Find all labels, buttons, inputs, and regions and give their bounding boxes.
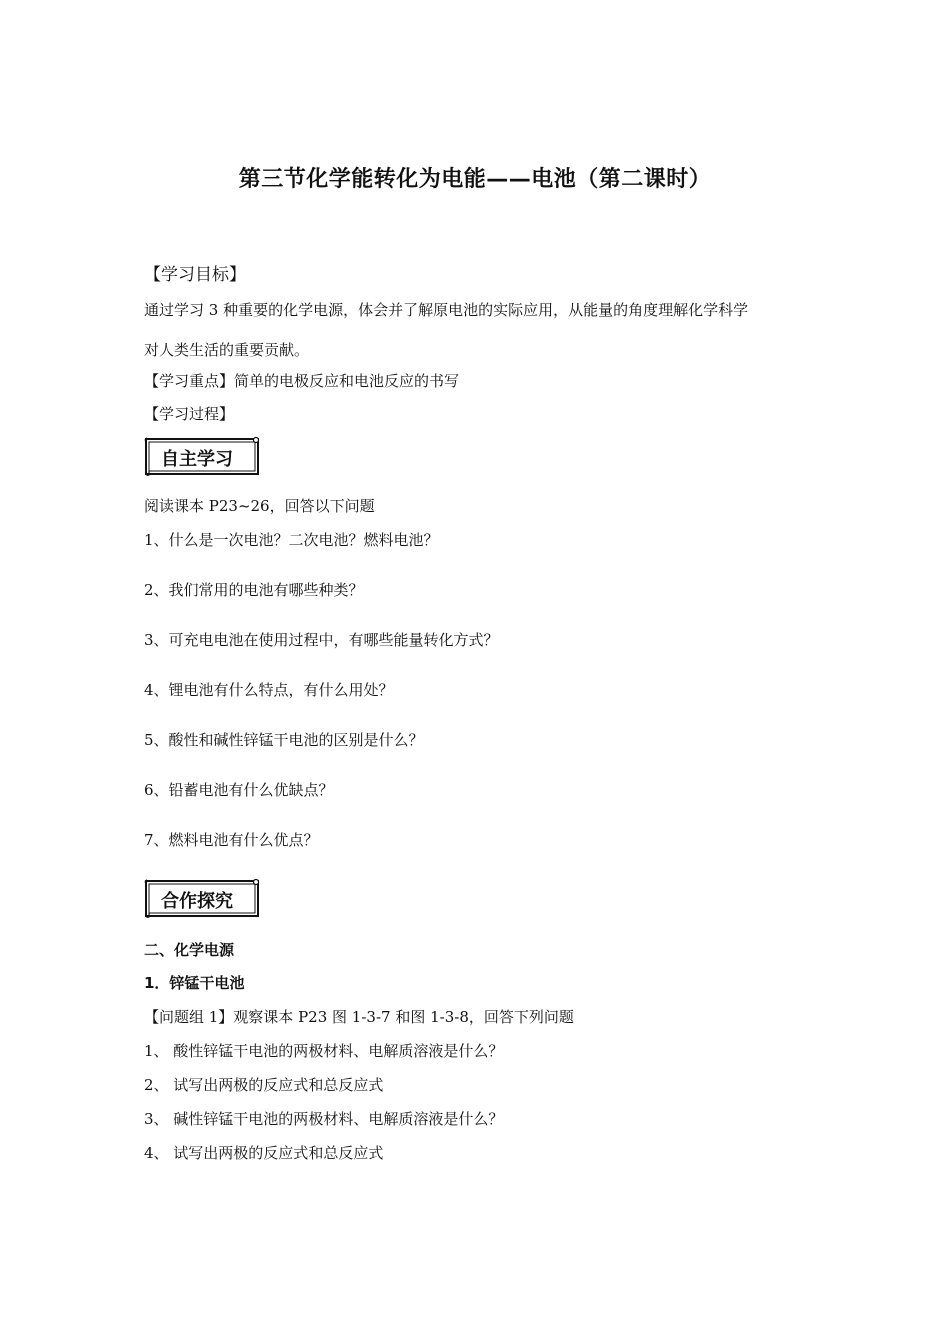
page-title: 第三节化学能转化为电能——电池（第二课时） xyxy=(238,167,712,192)
objective-text-line-1: 通过学习 3 种重要的化学电源，体会并了解原电池的实际应用，从能量的角度理解化学科学 xyxy=(144,301,749,319)
self-study-question: 1、什么是一次电池？二次电池？燃料电池？ xyxy=(144,531,439,549)
self-study-question: 7、燃料电池有什么优点？ xyxy=(144,831,319,849)
subsection-heading: 1．锌锰干电池 xyxy=(144,974,245,992)
section-heading: 二、化学电源 xyxy=(144,941,235,959)
cooperative-question: 2、 试写出两极的反应式和总反应式 xyxy=(144,1076,384,1094)
self-study-question: 6、铅蓄电池有什么优缺点？ xyxy=(144,781,334,799)
self-study-intro: 阅读课本 P23~26，回答以下问题 xyxy=(144,497,375,515)
key-points: 【学习重点】简单的电极反应和电池反应的书写 xyxy=(144,372,460,390)
self-study-banner xyxy=(143,436,259,476)
self-study-question: 2、我们常用的电池有哪些种类？ xyxy=(144,581,364,599)
cooperative-banner xyxy=(143,878,259,918)
self-study-question: 3、可充电电池在使用过程中，有哪些能量转化方式？ xyxy=(144,631,499,649)
self-study-label: 自主学习 xyxy=(161,449,233,470)
process-heading: 【学习过程】 xyxy=(144,405,235,423)
cooperative-question: 1、 酸性锌锰干电池的两极材料、电解质溶液是什么？ xyxy=(144,1042,504,1060)
cooperative-question: 4、 试写出两极的反应式和总反应式 xyxy=(144,1144,384,1162)
objective-text-line-2: 对人类生活的重要贡献。 xyxy=(144,341,310,359)
cooperative-label: 合作探究 xyxy=(161,891,233,912)
self-study-question: 5、酸性和碱性锌锰干电池的区别是什么？ xyxy=(144,731,424,749)
objective-heading: 【学习目标】 xyxy=(144,265,246,285)
cooperative-question: 3、 碱性锌锰干电池的两极材料、电解质溶液是什么？ xyxy=(144,1110,504,1128)
self-study-question: 4、锂电池有什么特点，有什么用处？ xyxy=(144,681,394,699)
question-group: 【问题组 1】观察课本 P23 图 1-3-7 和图 1-3-8，回答下列问题 xyxy=(144,1008,574,1026)
